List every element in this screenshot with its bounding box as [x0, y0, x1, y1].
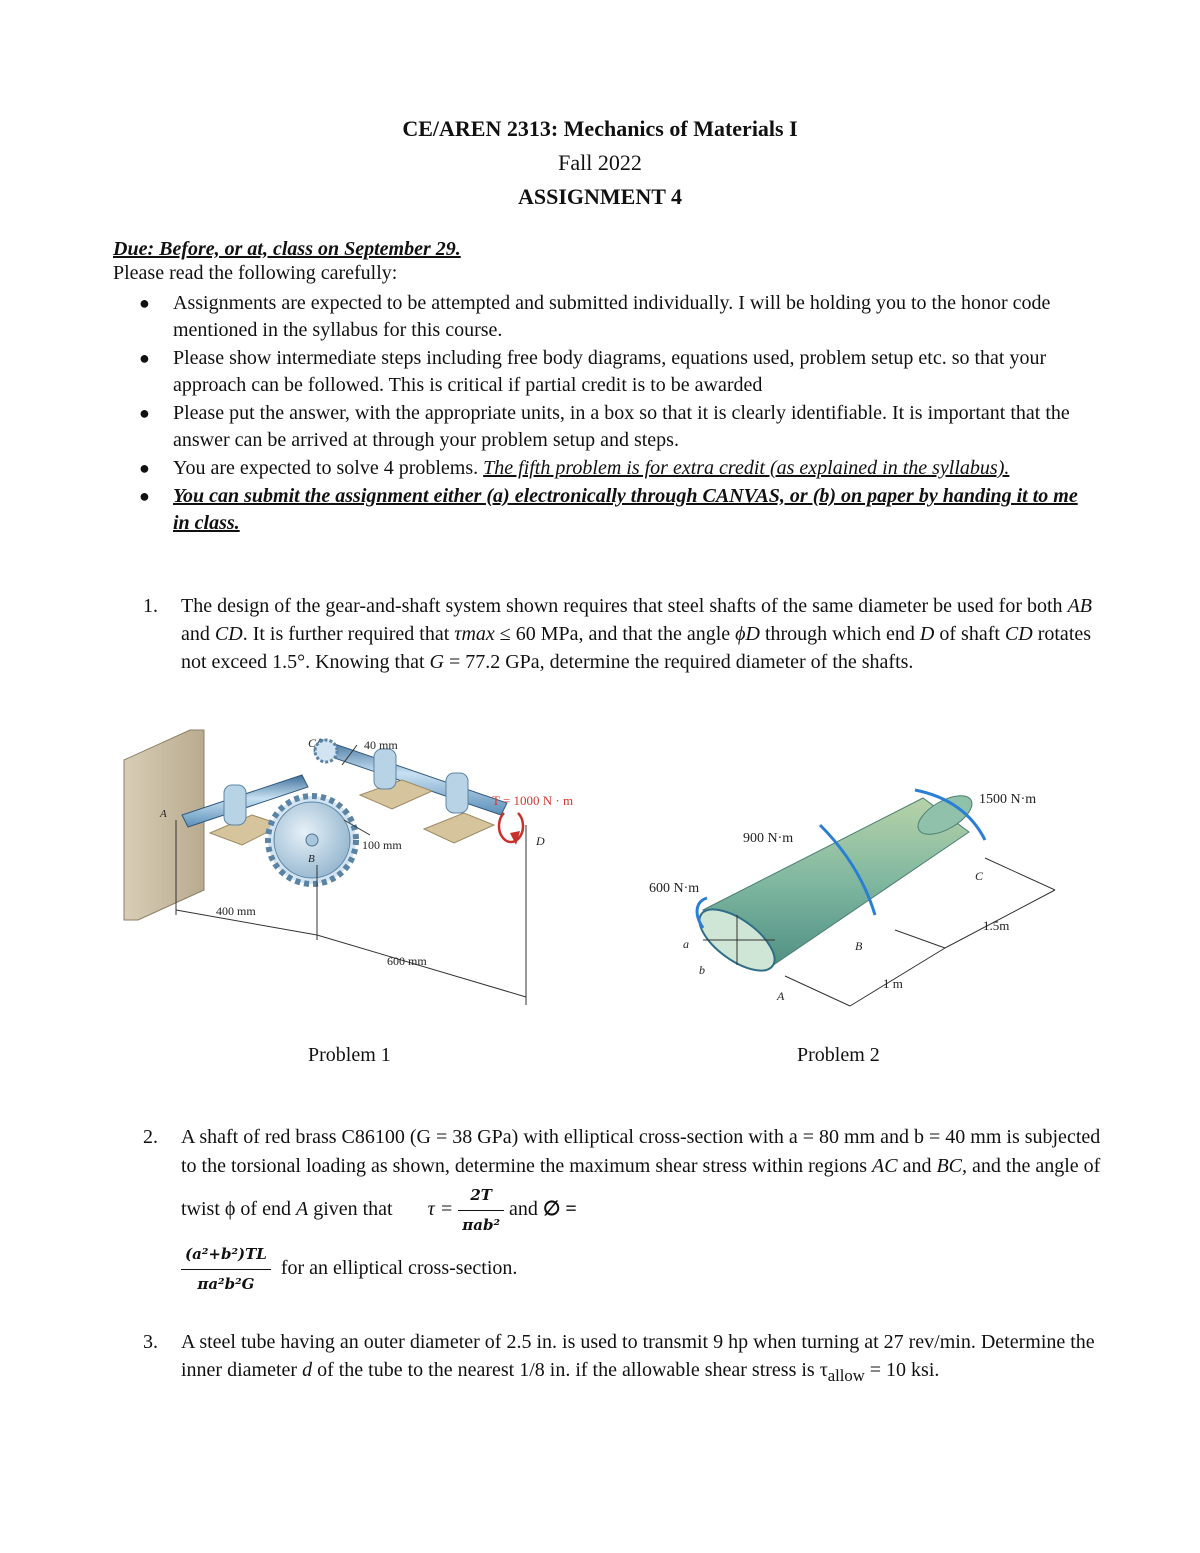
problem-text: = 77.2 GPa, determine the required diameter of the shafts. [443, 651, 914, 673]
problem-text: = 10 ksi. [864, 1359, 940, 1381]
caption-problem-2: Problem 2 [797, 1044, 880, 1066]
dim-40: 40 mm [364, 738, 398, 752]
semi-axis-b: b [699, 963, 705, 977]
problem-var: τmax [454, 623, 495, 645]
problem-number: 3. [143, 1331, 158, 1353]
label-c: C [308, 736, 317, 750]
problem-var: BC, [936, 1155, 968, 1177]
course-title: CE/AREN 2313: Mechanics of Materials I [402, 116, 798, 141]
list-item: ● Please put the answer, with the appropriate units, in a box so that it is clearly identifiable. It is important that the answer can be arrived at through your problem setup and steps. [139, 402, 1070, 451]
label-a: A [160, 808, 167, 820]
problem-var: ϕD [735, 623, 760, 645]
list-item: ● You are expected to solve 4 problems. The fifth problem is for extra credit (as explained in the syllabus). [139, 457, 1010, 479]
assignment-title: ASSIGNMENT 4 [517, 184, 683, 209]
problem-text: . It is further required that [242, 623, 455, 645]
gear-b [268, 796, 356, 884]
list-item: ● Please show intermediate steps including free body diagrams, equations used, problem setup etc. so that your approach can be followed. This is critical if partial credit is to be awarded [139, 347, 1047, 396]
label-d: D [536, 834, 545, 848]
fraction-denominator: πa²b²G [197, 1275, 255, 1293]
problem-number: 2. [143, 1126, 158, 1148]
problem-text: and [897, 1155, 937, 1177]
problem-1 [143, 592, 1103, 676]
dim-600: 600 mm [387, 954, 427, 968]
bullet-text: Assignments are expected to be attempted and submitted individually. I will be holding you to the honor code mentioned in the syllabus for this course. [173, 292, 1051, 341]
label-point-c: C [975, 869, 984, 883]
length-15m: 1.5m [983, 918, 1010, 933]
problem-var: AC [872, 1155, 898, 1177]
problem-text: ≤ 60 MPa, and that the angle [494, 623, 736, 645]
problem-text: and [509, 1198, 538, 1221]
shaft-cd [314, 739, 507, 815]
dim-100: 100 mm [362, 838, 402, 852]
problem-text: through which end [759, 623, 920, 645]
instructions-list [113, 290, 1093, 538]
list-item: ● Assignments are expected to be attempted and submitted individually. I will be holding you to the honor code mentioned in the syllabus for this course. [139, 292, 1051, 341]
subscript: allow [827, 1366, 865, 1385]
problem-text: for an elliptical cross-section. [280, 1257, 518, 1280]
tau-fraction [458, 1181, 504, 1240]
problem-3 [143, 1328, 1103, 1390]
problem-var: d [302, 1359, 313, 1381]
torque-label: T = 1000 N · m [492, 793, 574, 808]
problem-text: of the tube to the nearest 1/8 in. if the allowable shear stress is τ [312, 1359, 828, 1381]
dimension-lines [176, 745, 526, 1005]
gear-c [315, 740, 337, 762]
submission-note: You can submit the assignment either (a) electronically through CANVAS, or (b) on paper by handing it to me in class. [173, 485, 1078, 534]
fraction-numerator: (a²+b²)TL [181, 1240, 271, 1270]
label-point-a: A [777, 989, 785, 1003]
elliptical-shaft-body [690, 788, 978, 982]
bullet-text: You are expected to solve 4 problems. [173, 457, 484, 479]
torque-arrow [499, 813, 523, 842]
term: Fall 2022 [558, 150, 642, 175]
torque-900: 900 N·m [743, 831, 794, 846]
problem-text: The design of the gear-and-shaft system shown requires that steel shafts of the same diameter be used for both [181, 595, 1068, 617]
problem-text: A steel tube having an outer diameter of 2.5 in. is used to transmit 9 hp when turning at 27 rev/min. Determine the inner diameter [181, 1331, 1095, 1381]
problem-var: A [295, 1198, 309, 1221]
label-b: B [308, 853, 315, 865]
semi-axis-a: a [683, 937, 689, 951]
bullet-text: Please show intermediate steps including free body diagrams, equations used, problem setup etc. so that your approach can be followed. This is critical if partial credit is to be awarded [173, 347, 1047, 396]
fraction-denominator: πab² [462, 1216, 501, 1234]
length-1m: 1 m [883, 976, 903, 991]
figure-2-elliptical-shaft [645, 780, 1065, 1010]
problem-2 [143, 1123, 1103, 1299]
problem-text: rotates not exceed 1.5°. Knowing that [181, 623, 1092, 673]
problem-var: CD [1004, 623, 1033, 645]
bullet-text: Please put the answer, with the appropriate units, in a box so that it is clearly identifiable. It is important that the answer can be arrived at through your problem setup and steps. [173, 402, 1070, 451]
problem-text: given that [308, 1198, 393, 1221]
tau-formula-lhs: τ = [427, 1198, 454, 1221]
problem-text: and [181, 623, 215, 645]
problem-number: 1. [143, 595, 158, 617]
fraction-numerator: 2T [458, 1181, 504, 1211]
phi-fraction [181, 1240, 271, 1299]
torque-600: 600 N·m [649, 881, 700, 896]
problem-var: D [919, 623, 935, 645]
problem-var: G [429, 651, 444, 673]
torque-1500: 1500 N·m [979, 792, 1037, 807]
caption-problem-1: Problem 1 [308, 1044, 391, 1066]
label-point-b: B [855, 939, 863, 953]
problem-var: AB [1067, 595, 1092, 617]
problem-text: of shaft [934, 623, 1005, 645]
figure-1-gear-shaft [112, 725, 612, 1015]
phi-formula-lhs: ∅ = [542, 1198, 577, 1221]
problem-text: and the angle of twist ϕ of end [181, 1155, 1101, 1221]
extra-credit-note: The fifth problem is for extra credit (as explained in the syllabus). [483, 457, 1010, 479]
list-item: ● You can submit the assignment either (a) electronically through CANVAS, or (b) on paper by handing it to me in class. [139, 485, 1078, 534]
due-date: Due: Before, or at, class on September 29. [113, 238, 461, 260]
problem-var: CD [214, 623, 243, 645]
instructions-intro: Please read the following carefully: [113, 262, 398, 284]
problem-text: A shaft of red brass C86100 (G = 38 GPa) with elliptical cross-section with a = 80 mm and b = 40 mm is subjected to the torsional loading as shown, determine the maximum shear stress within regions [181, 1126, 1101, 1177]
dim-400: 400 mm [216, 904, 256, 918]
